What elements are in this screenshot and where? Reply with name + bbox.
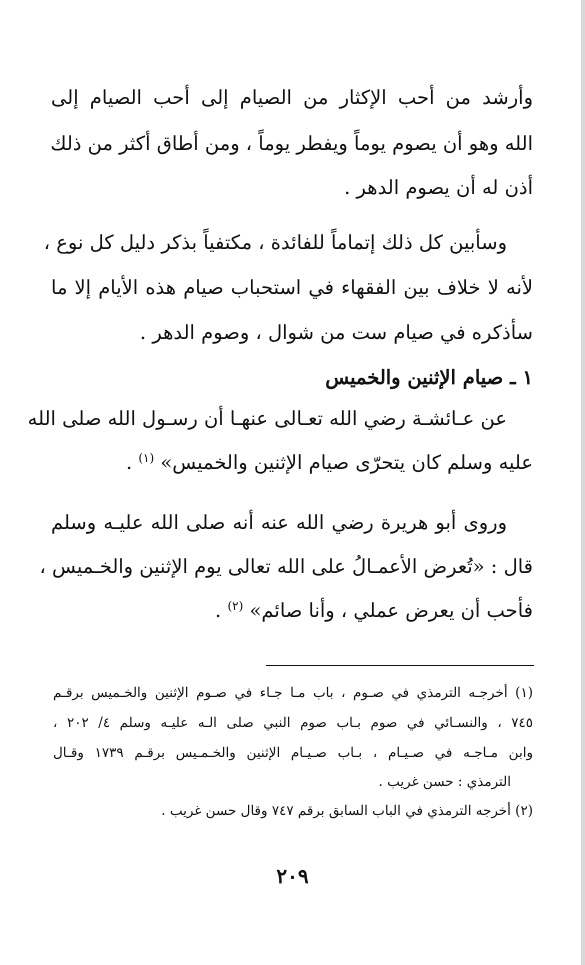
page-edge-shadow (581, 0, 585, 965)
footnote-2: (٢) أخرجه الترمذي في الباب السابق برقم ٧٤٧ وقال حسن غريب . (161, 803, 533, 819)
footnote-1-line-3: وابن مـاجـه في صـيـام ، بـاب صـيـام الإثنين والخـمـيس برقـم ١٧٣٩ وقـال (53, 745, 533, 761)
paragraph-2-line-2: لأنه لا خلاف بين الفقهاء في استحباب صيام هذه الأيام إلا ما (51, 276, 533, 299)
footnote-ref-2: (٢) (227, 599, 244, 613)
footnote-separator (266, 665, 534, 666)
paragraph-4-period: . (215, 599, 222, 622)
footnote-ref-1: (١) (138, 451, 155, 465)
section-heading: ١ ـ صيام الإثنين والخميس (325, 366, 533, 389)
paragraph-1-line-1: وأرشد من أحب الإكثار من الصيام إلى أحب الصيام إلى (51, 86, 533, 109)
footnote-1-line-1: (١) أخرجـه الترمذي في صـوم ، باب مـا جـاء في صـوم الإثنين والخـميس برقـم (53, 685, 533, 701)
paragraph-1-line-2: الله وهو أن يصوم يوماً ويفطر يوماً ، ومن أطاق أكثر من ذلك (50, 132, 533, 155)
paragraph-2-line-3: سأذكره في صيام ست من شوال ، وصوم الدهر . (139, 321, 533, 344)
paragraph-3-line-2 (51, 448, 533, 480)
paragraph-3-period: . (125, 451, 133, 474)
paragraph-4-line-2: قال : «تُعرض الأعمـالُ على الله تعالى يوم الإثنين والخـميس ، (39, 555, 533, 578)
footnote-1-line-4: الترمذي : حسن غريب . (378, 774, 511, 790)
paragraph-3-line-1: عن عـائشـة رضي الله تعـالى عنهـا أن رسـول الله صلى الله (27, 407, 507, 430)
paragraph-1-line-3: أذن له أن يصوم الدهر . (344, 176, 533, 199)
paragraph-4-line-3-text: فأحب أن يعرض عملي ، وأنا صائم» (249, 599, 533, 622)
paragraph-3-line-2-text: عليه وسلم كان يتحرّى صيام الإثنين والخميس» (160, 451, 533, 474)
paragraph-4-line-1: وروى أبو هريرة رضي الله عنه أنه صلى الله عليـه وسلم (51, 511, 507, 534)
paragraph-4-line-3 (51, 596, 533, 628)
page-number: ٢٠٩ (276, 864, 309, 888)
footnote-1-line-2: ٧٤٥ ، والنسـائي في صوم بـاب صوم النبي صلى الـه عليـه وسلم ٤/ ٢٠٢ ، (53, 715, 534, 731)
paragraph-2-line-1: وسأبين كل ذلك إتماماً للفائدة ، مكتفياً بذكر دليل كل نوع ، (43, 231, 507, 254)
